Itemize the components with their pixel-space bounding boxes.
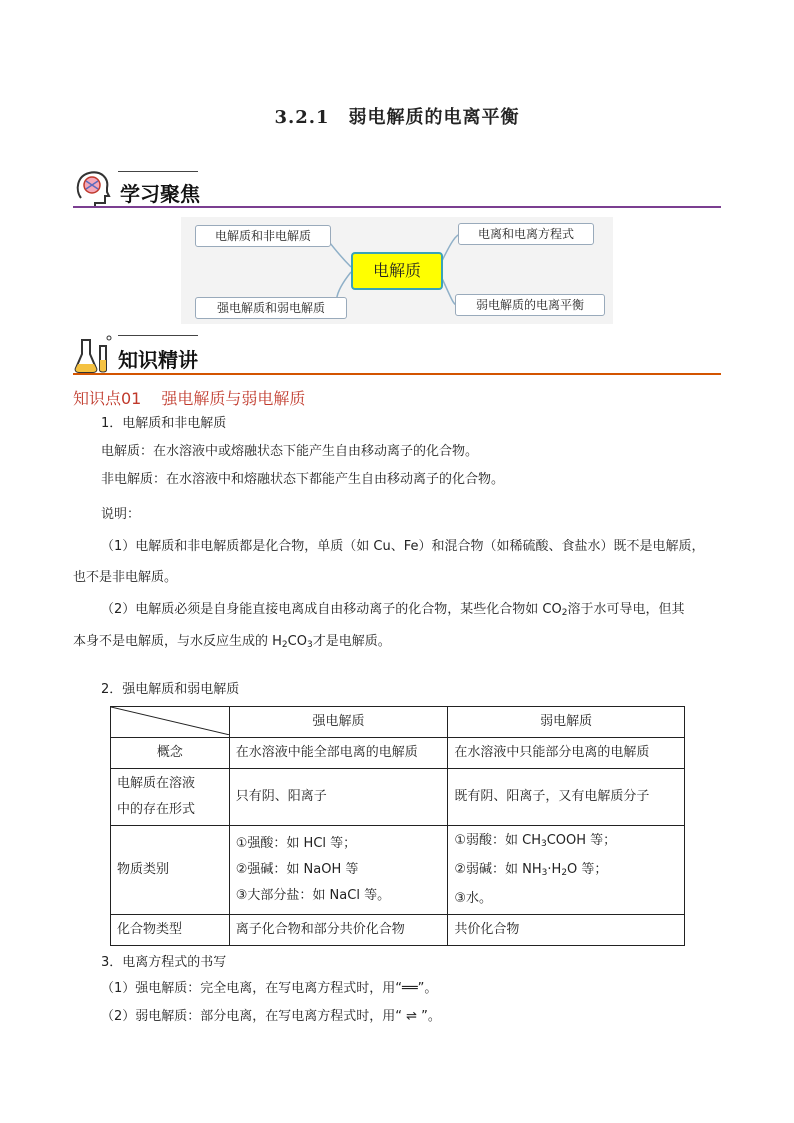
section-label: 学习聚焦 xyxy=(120,182,200,206)
table-header-row xyxy=(111,707,685,738)
note-1-line-1: （1）电解质和非电解质都是化合物，单质（如 Cu、Fe）和混合物（如稀硫酸、食盐水）既不是电解质， xyxy=(101,539,705,554)
head-brain-icon xyxy=(73,168,113,208)
table-cell: 只有阴、阳离子 xyxy=(229,769,448,826)
mind-map-center: 电解质 xyxy=(351,252,443,290)
section-label: 知识精讲 xyxy=(118,348,198,372)
row-label: 概念 xyxy=(111,738,230,769)
row-label: 物质类别 xyxy=(111,826,230,915)
note-2-line-1: （2）电解质必须是自身能直接电离成自由移动离子的化合物，某些化合物如 $CO_2$溶于水可导电，但其 xyxy=(101,602,685,618)
part1-heading: 1．电解质和非电解质 xyxy=(101,416,227,431)
table-cell: 既有阴、阳离子，又有电解质分子 xyxy=(448,769,685,826)
knowledge-point-name: 强电解质与弱电解质 xyxy=(161,389,306,408)
mind-map-node: 弱电解质的电离平衡 xyxy=(455,294,605,316)
mind-map-node: 电解质和非电解质 xyxy=(195,225,331,247)
table-cell: 在水溶液中只能部分电离的电解质 xyxy=(448,738,685,769)
row-label: 电解质在溶液 中的存在形式 xyxy=(111,769,230,826)
definition-nonelectrolyte: 非电解质：在水溶液中和熔融状态下都能产生自由移动离子的化合物。 xyxy=(101,472,505,487)
table-corner-cell xyxy=(111,707,230,738)
mind-map xyxy=(181,217,613,324)
knowledge-point-title xyxy=(73,386,305,409)
row-label: 化合物类型 xyxy=(111,915,230,946)
table-row xyxy=(111,826,685,915)
note-label: 说明： xyxy=(101,507,141,522)
strong-electrolyte-equation-note: （1）强电解质：完全电离，在写电离方程式时，用“══”。 xyxy=(101,981,438,996)
note-1-line-2: 也不是非电解质。 xyxy=(73,570,178,585)
table-cell: 在水溶液中能全部电离的电解质 xyxy=(229,738,448,769)
section-underline xyxy=(73,373,721,375)
mind-map-node: 强电解质和弱电解质 xyxy=(195,297,347,319)
knowledge-header xyxy=(73,332,721,376)
table-cell: ①强酸：如 HCl 等； ②强碱：如 NaOH 等 ③大部分盐：如 NaCl 等。 xyxy=(229,826,448,915)
column-header: 强电解质 xyxy=(229,707,448,738)
lab-flask-icon xyxy=(73,332,113,374)
table-cell: 共价化合物 xyxy=(448,915,685,946)
section-top-rule xyxy=(118,335,198,336)
table-row xyxy=(111,769,685,826)
table-cell: ①弱酸：如 $CH_3COOH$ 等； ②弱碱：如 $NH_3\cdot H_2O$ 等； ③水。 xyxy=(448,826,685,915)
section-top-rule xyxy=(118,171,198,172)
column-header: 弱电解质 xyxy=(448,707,685,738)
page-title: 3.2.1 弱电解质的电离平衡 xyxy=(274,107,520,128)
section-underline xyxy=(73,206,721,208)
definition-electrolyte: 电解质：在水溶液中或熔融状态下能产生自由移动离子的化合物。 xyxy=(101,444,479,459)
note-2-line-2: 本身不是电解质，与水反应生成的 $H_2CO_3$才是电解质。 xyxy=(73,634,391,650)
part3-heading: 3．电离方程式的书写 xyxy=(101,955,227,970)
part2-heading: 2．强电解质和弱电解质 xyxy=(101,682,240,697)
weak-electrolyte-equation-note: （2）弱电解质：部分电离，在写电离方程式时，用“ ⇌ ”。 xyxy=(101,1009,441,1024)
table-row xyxy=(111,915,685,946)
study-focus-header xyxy=(73,168,721,210)
knowledge-point-number: 知识点01 xyxy=(73,389,142,408)
table-row xyxy=(111,738,685,769)
mind-map-node: 电离和电离方程式 xyxy=(458,223,594,245)
table-cell: 离子化合物和部分共价化合物 xyxy=(229,915,448,946)
comparison-table xyxy=(110,706,685,946)
